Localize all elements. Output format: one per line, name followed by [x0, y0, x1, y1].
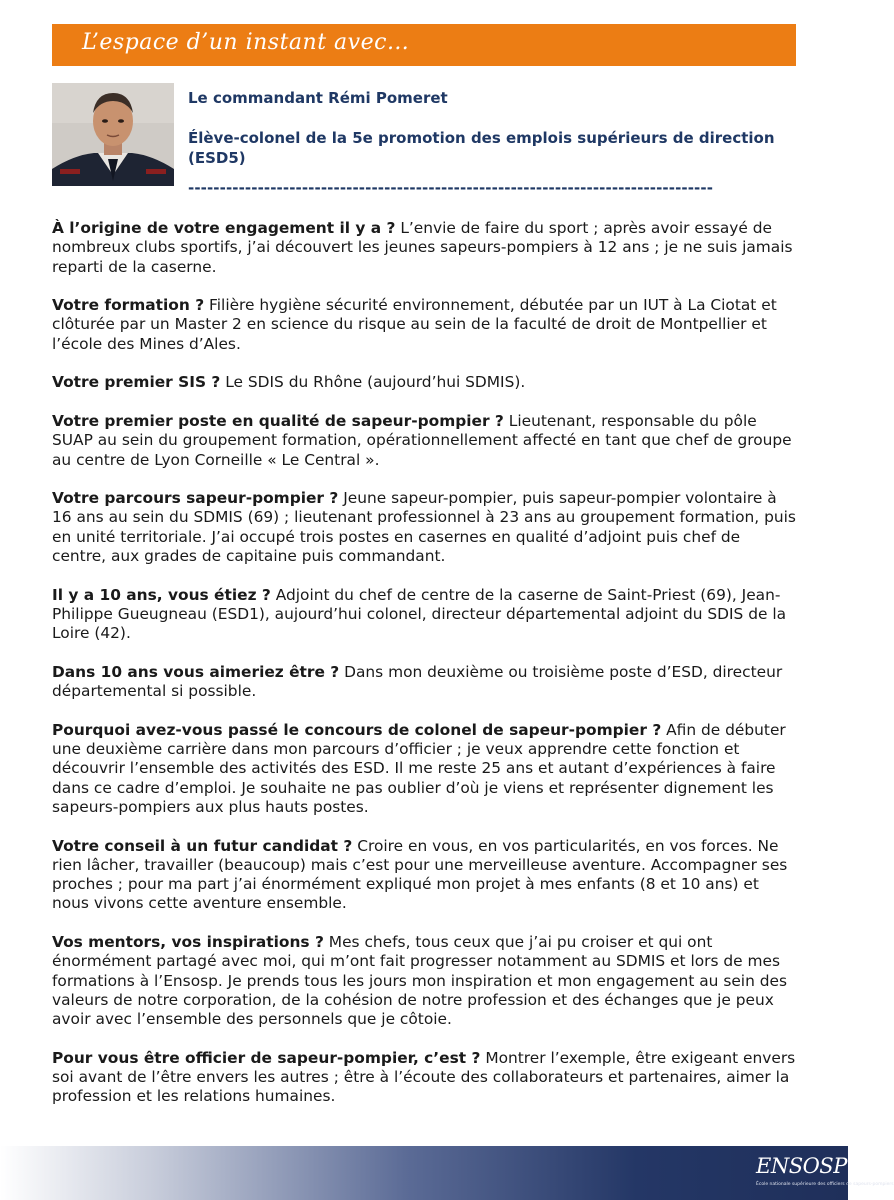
answer: Mes chefs, tous ceux que j’ai pu croiser et qui ont énormément partagé avec moi, qui m’ont fait progresser notamment au SDMIS et lors de mes formations à l’Ensosp. Je prends tous les jours mon inspiration et mon engagement au sein des valeurs de notre corporation, de la cohésion de notre profession et des échanges que je peux avoir avec l’ensemble des personnels que je côtoie.	[52, 932, 787, 1029]
qa-item	[52, 219, 798, 277]
qa-item	[52, 933, 798, 1029]
section-banner	[52, 24, 796, 66]
banner-title: L’espace d’un instant avec…	[82, 30, 410, 55]
question: Votre conseil à un futur candidat ?	[52, 836, 353, 855]
answer: Lieutenant, responsable du pôle SUAP au sein du groupement formation, opérationnellement affecté en tant que chef de groupe au centre de Lyon Corneille « Le Central ».	[52, 411, 792, 469]
answer: Jeune sapeur-pompier, puis sapeur-pompier volontaire à 16 ans au sein du SDMIS (69) ; lieutenant professionnel à 23 ans au groupement formation, puis en unité territoriale. J’ai occupé trois postes en casernes en qualité d’adjoint puis chef de centre, aux grades de capitaine puis commandant.	[52, 489, 796, 566]
qa-item	[52, 412, 798, 470]
qa-item	[52, 296, 798, 354]
header-separator: -----------------------------------------------------------------------------------	[188, 179, 714, 197]
qa-item	[52, 721, 798, 817]
answer: Le SDIS du Rhône (aujourd’hui SDMIS).	[225, 373, 526, 392]
qa-item	[52, 586, 798, 644]
interviewee-role: Élève-colonel de la 5e promotion des emplois supérieurs de direction (ESD5)	[188, 129, 775, 167]
answer: Dans mon deuxième ou troisième poste d’ESD, directeur départemental si possible.	[52, 662, 783, 701]
answer: Montrer l’exemple, être exigeant envers soi avant de l’être envers les autres ; être à l’écoute des collaborateurs et partenaires, aimer la profession et les relations humaines.	[52, 1048, 796, 1106]
question: Votre premier SIS ?	[52, 373, 221, 392]
qa-item	[52, 663, 798, 702]
logo-tagline: École nationale supérieure des officiers de sapeurs-pompiers	[756, 1182, 894, 1187]
question: Vos mentors, vos inspirations ?	[52, 932, 324, 951]
question: Pour vous être officier de sapeur-pompier, c’est ?	[52, 1048, 481, 1067]
interview-qa-list	[52, 219, 798, 1126]
qa-item	[52, 837, 798, 914]
answer: Filière hygiène sécurité environnement, débutée par un IUT à La Ciotat et clôturée par un Master 2 en science du risque au sein de la faculté de droit de Montpellier et l’école des Mines d’Ales.	[52, 296, 777, 353]
question: À l’origine de votre engagement il y a ?	[52, 219, 396, 237]
ensosp-logo	[752, 1150, 894, 1196]
answer: L’envie de faire du sport ; après avoir essayé de nombreux clubs sportifs, j’ai découvert les jeunes sapeurs-pompiers à 12 ans ; je ne suis jamais reparti de la caserne.	[52, 219, 793, 276]
question: Votre formation ?	[52, 296, 205, 315]
qa-item	[52, 1049, 798, 1107]
interview-header	[188, 88, 798, 198]
interviewee-name: Le commandant Rémi Pomeret	[188, 89, 448, 107]
answer: Croire en vous, en vos particularités, en vos forces. Ne rien lâcher, travailler (beaucoup) mais c’est pour une merveilleuse aventure. Accompagner ses proches ; pour ma part j’ai énormément expliqué mon projet à mes enfants (8 et 10 ans) et nous vivons cette aventure ensemble.	[52, 836, 788, 913]
logo-wordmark: ENSOSP	[756, 1154, 847, 1178]
footer-band	[0, 1146, 894, 1200]
qa-item	[52, 373, 798, 392]
question: Votre parcours sapeur-pompier ?	[52, 489, 339, 508]
portrait-image	[52, 83, 174, 186]
answer: Afin de débuter une deuxième carrière dans mon parcours d’officier ; je veux apprendre cette fonction et découvrir l’ensemble des activités des ESD. Il me reste 25 ans et autant d’expériences à faire dans ce cadre d’emploi. Je souhaite ne pas oublier d’où je viens et représenter dignement les sapeurs-pompiers aux plus hauts postes.	[52, 720, 786, 816]
qa-item	[52, 489, 798, 566]
question: Il y a 10 ans, vous étiez ?	[52, 585, 271, 604]
question: Pourquoi avez-vous passé le concours de colonel de sapeur-pompier ?	[52, 720, 662, 739]
question: Dans 10 ans vous aimeriez être ?	[52, 662, 340, 681]
portrait-photo	[52, 83, 174, 186]
question: Votre premier poste en qualité de sapeur-pompier ?	[52, 411, 504, 430]
answer: Adjoint du chef de centre de la caserne de Saint-Priest (69), Jean-Philippe Gueugneau (ESD1), aujourd’hui colonel, directeur départemental adjoint du SDIS de la Loire (42).	[52, 585, 787, 643]
